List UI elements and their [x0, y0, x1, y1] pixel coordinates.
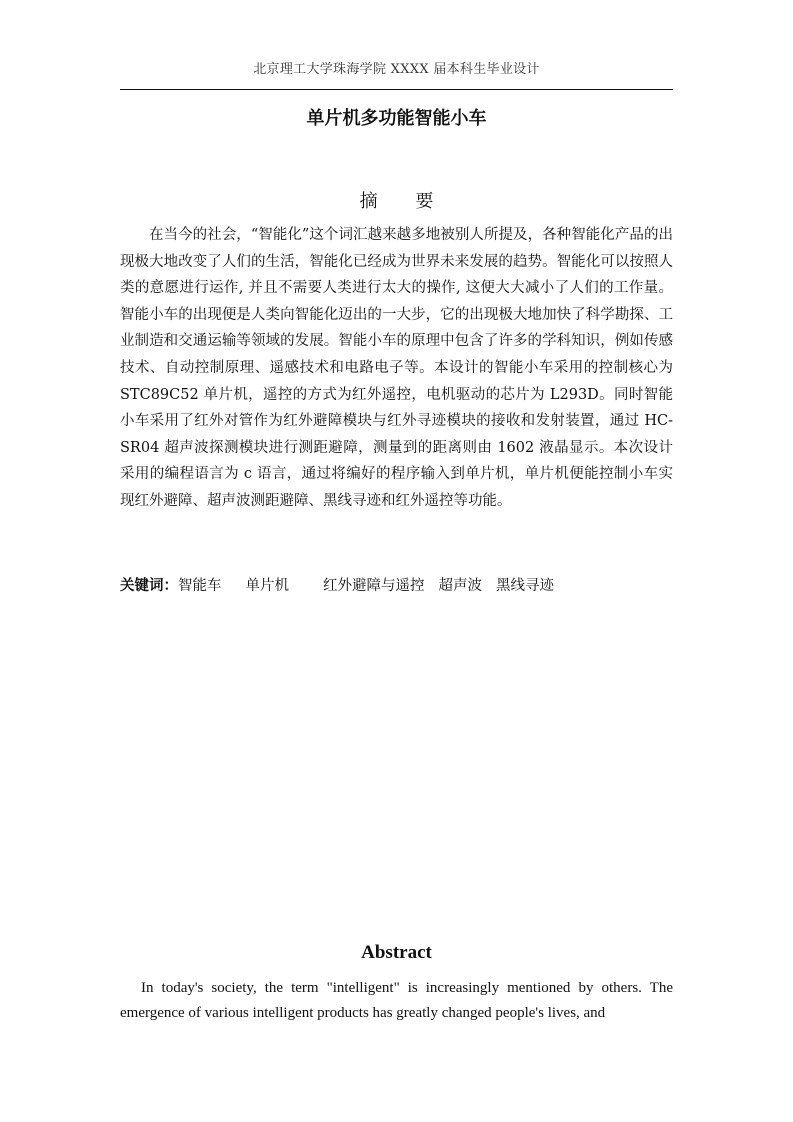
keyword: 红外避障与遥控 — [323, 578, 425, 594]
header-divider — [120, 89, 673, 90]
keywords-label: 关键词： — [120, 577, 178, 594]
keyword: 黑线寻迹 — [496, 578, 554, 594]
abstract-cn-body: 在当今的社会，“智能化”这个词汇越来越多地被别人所提及，各种智能化产品的出现极大地改变了人们的生活，智能化已经成为世界未来发展的趋势。智能化可以按照人类的意愿进行运作, 并且不需要人类进行太大的操作, 这便大大减小了人们的工作量。智能小车的出现便是人类向智能化迈出的一大步，它的出现极大地加快了科学勘探、工业制造和交通运输等领域的发展。智能小车的原理中包含了许多的学科知识，例如传感技术、自动控制原理、遥感技术和电路电子等。本设计的智能小车采用的控制核心为 STC89C52 单片机，遥控的方式为红外遥控，电机驱动的芯片为 L293D。同时智能小车采用了红外对管作为红外避障模块与红外寻迹模块的接收和发射装置，通过 HC-SR04 超声波探测模块进行测距避障，测量到的距离则由 1602 液晶显示。本次设计采用的编程语言为 c 语言，通过将编好的程序输入到单片机，单片机便能控制小车实现红外避障、超声波测距避障、黑线寻迹和红外遥控等功能。 — [120, 227, 673, 509]
document-title: 单片机多功能智能小车 — [306, 108, 487, 129]
abstract-en-body: In today's society, the term "intelligent" is increasingly mentioned by others. The emergence of various intelligent products has greatly changed people's lives, and — [120, 980, 673, 1021]
keyword: 智能车 — [178, 578, 222, 594]
keywords-line — [120, 574, 720, 595]
keyword: 超声波 — [438, 578, 482, 594]
keyword: 单片机 — [245, 578, 289, 594]
abstract-en-heading: Abstract — [361, 942, 432, 963]
abstract-cn-heading: 摘 要 — [359, 191, 450, 212]
page-header: 北京理工大学珠海学院 XXXX 届本科生毕业设计 — [253, 62, 540, 77]
